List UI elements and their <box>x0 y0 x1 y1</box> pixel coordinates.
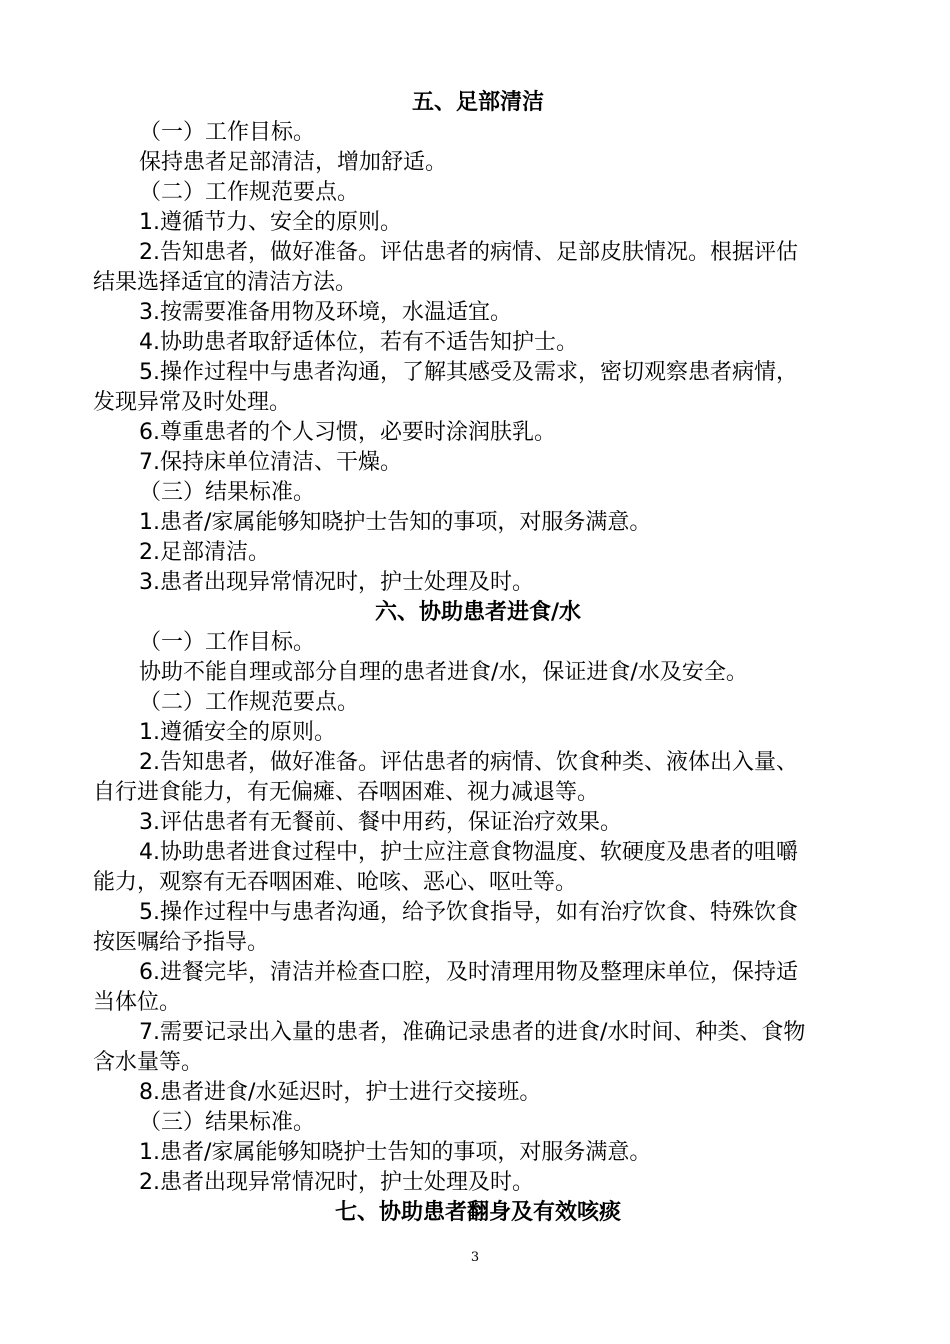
paragraph-line: 协助不能自理或部分自理的患者进食/水，保证进食/水及安全。 <box>139 660 748 685</box>
section-heading: 七、协助患者翻身及有效咳痰 <box>334 1200 621 1225</box>
list-item: 1.遵循节力、安全的原则。 <box>139 210 402 235</box>
list-item: 5.操作过程中与患者沟通，了解其感受及需求，密切观察患者病情， <box>139 360 798 385</box>
list-item-continuation: 发现异常及时处理。 <box>93 390 292 415</box>
paragraph-line: 保持患者足部清洁，增加舒适。 <box>139 150 448 175</box>
subsection-heading: （二）工作规范要点。 <box>139 690 360 715</box>
subsection-heading: （三）结果标准。 <box>139 1110 316 1135</box>
list-item: 7.保持床单位清洁、干燥。 <box>139 450 402 475</box>
list-item: 4.协助患者进食过程中，护士应注意食物温度、软硬度及患者的咀嚼 <box>139 840 798 865</box>
list-item: 4.协助患者取舒适体位，若有不适告知护士。 <box>139 330 578 355</box>
section-heading: 六、协助患者进食/水 <box>374 600 582 625</box>
subsection-heading: （一）工作目标。 <box>139 120 316 145</box>
list-item: 2.告知患者，做好准备。评估患者的病情、足部皮肤情况。根据评估 <box>139 240 798 265</box>
list-item: 3.患者出现异常情况时，护士处理及时。 <box>139 570 534 595</box>
list-item-continuation: 结果选择适宜的清洁方法。 <box>93 270 358 295</box>
list-item: 1.遵循安全的原则。 <box>139 720 336 745</box>
subsection-heading: （二）工作规范要点。 <box>139 180 360 205</box>
document-body <box>93 88 863 1228</box>
list-item: 6.尊重患者的个人习惯，必要时涂润肤乳。 <box>139 420 556 445</box>
list-item: 3.按需要准备用物及环境，水温适宜。 <box>139 300 512 325</box>
list-item-continuation: 含水量等。 <box>93 1050 204 1075</box>
list-item: 2.足部清洁。 <box>139 540 270 565</box>
page-number: 3 <box>470 1250 480 1265</box>
list-item: 1.患者/家属能够知晓护士告知的事项，对服务满意。 <box>139 1140 652 1165</box>
subsection-heading: （一）工作目标。 <box>139 630 316 655</box>
list-item: 7.需要记录出入量的患者，准确记录患者的进食/水时间、种类、食物 <box>139 1020 806 1045</box>
section-heading: 五、足部清洁 <box>411 90 544 115</box>
list-item: 3.评估患者有无餐前、餐中用药，保证治疗效果。 <box>139 810 622 835</box>
list-item-continuation: 当体位。 <box>93 990 182 1015</box>
list-item: 8.患者进食/水延迟时，护士进行交接班。 <box>139 1080 542 1105</box>
list-item: 2.告知患者，做好准备。评估患者的病情、饮食种类、液体出入量、 <box>139 750 798 775</box>
list-item: 2.患者出现异常情况时，护士处理及时。 <box>139 1170 534 1195</box>
list-item-continuation: 自行进食能力，有无偏瘫、吞咽困难、视力减退等。 <box>93 780 600 805</box>
list-item: 1.患者/家属能够知晓护士告知的事项，对服务满意。 <box>139 510 652 535</box>
list-item: 5.操作过程中与患者沟通，给予饮食指导，如有治疗饮食、特殊饮食 <box>139 900 798 925</box>
list-item-continuation: 能力，观察有无吞咽困难、呛咳、恶心、呕吐等。 <box>93 870 578 895</box>
list-item-continuation: 按医嘱给予指导。 <box>93 930 270 955</box>
list-item: 6.进餐完毕，清洁并检查口腔，及时清理用物及整理床单位，保持适 <box>139 960 798 985</box>
subsection-heading: （三）结果标准。 <box>139 480 316 505</box>
